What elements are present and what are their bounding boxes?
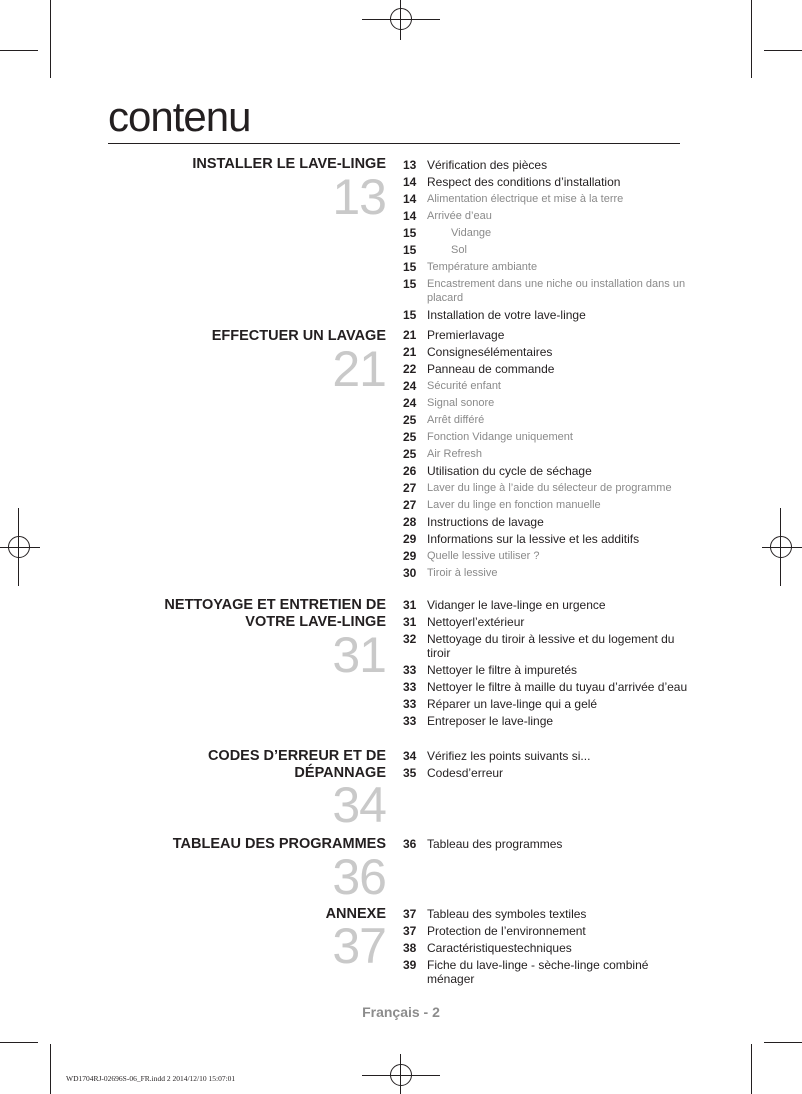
toc-item-label: Consignesélémentaires	[427, 345, 553, 359]
toc-item-label: Quelle lessive utiliser ?	[427, 550, 540, 562]
toc-item-page: 33	[403, 663, 417, 677]
toc-item[interactable]	[403, 958, 693, 986]
toc-item[interactable]	[403, 430, 693, 444]
toc-item-label: Réparer un lave-linge qui a gelé	[427, 697, 598, 711]
toc-item[interactable]	[403, 941, 693, 955]
toc-item-page: 37	[403, 924, 417, 938]
toc-item-label: Vidanger le lave-linge en urgence	[427, 598, 606, 612]
toc-item[interactable]	[403, 924, 693, 938]
toc-item-label: Nettoyer le filtre à maille du tuyau d’arrivée d’eau	[427, 680, 688, 694]
toc-item-label: Tiroir à lessive	[427, 567, 498, 579]
toc-item[interactable]	[403, 598, 693, 612]
toc-item-label: Sol	[451, 244, 467, 256]
toc-item[interactable]	[403, 532, 693, 546]
page-title: contenu	[108, 93, 251, 140]
toc-item-label: Instructions de lavage	[427, 515, 544, 529]
toc-item[interactable]	[403, 413, 693, 427]
toc-item[interactable]	[403, 362, 693, 376]
toc-item[interactable]	[403, 379, 693, 393]
toc-item-label: Température ambiante	[427, 261, 538, 273]
toc-item-label: Panneau de commande	[427, 362, 555, 376]
toc-item-page: 33	[403, 714, 417, 728]
toc-item-label: Air Refresh	[427, 448, 483, 460]
toc-item-page: 24	[403, 396, 417, 410]
toc-item-page: 31	[403, 615, 417, 629]
toc-item-page: 34	[403, 749, 417, 763]
toc-item[interactable]	[403, 308, 693, 322]
toc-item-label: Utilisation du cycle de séchage	[427, 464, 592, 478]
toc-item[interactable]	[403, 749, 693, 763]
toc-item-page: 24	[403, 379, 417, 393]
toc-item-page: 25	[403, 447, 417, 461]
toc-item-page: 27	[403, 481, 417, 495]
toc-item-page: 14	[403, 192, 417, 206]
toc-item-label: Protection de l’environnement	[427, 924, 586, 938]
toc-item-page: 21	[403, 328, 417, 342]
toc-item-page: 14	[403, 175, 417, 189]
toc-item[interactable]	[403, 714, 693, 728]
section-page-nettoyage: 31	[332, 627, 386, 683]
section-page-tableau: 36	[332, 849, 386, 905]
section-page-installer: 13	[332, 169, 386, 225]
toc-item[interactable]	[403, 345, 693, 359]
toc-item-page: 35	[403, 766, 417, 780]
toc-item-label: Premierlavage	[427, 328, 505, 342]
toc-item[interactable]	[403, 663, 693, 677]
toc-item-page: 15	[403, 308, 417, 322]
toc-item[interactable]	[403, 566, 693, 580]
toc-item[interactable]	[403, 766, 693, 780]
toc-item[interactable]	[403, 907, 693, 921]
toc-item-label: Nettoyage du tiroir à lessive et du logement du tiroir	[427, 632, 675, 660]
toc-item[interactable]	[403, 158, 693, 172]
toc-item-page: 32	[403, 632, 417, 646]
toc-item-page: 29	[403, 549, 417, 563]
toc-item-page: 29	[403, 532, 417, 546]
toc-item[interactable]	[403, 615, 693, 629]
toc-item-page: 28	[403, 515, 417, 529]
toc-item-label: Tableau des symboles textiles	[427, 907, 587, 921]
toc-item-page: 15	[403, 260, 417, 274]
section-title-tableau: TABLEAU DES PROGRAMMES	[172, 836, 386, 852]
toc-list-tableau	[403, 837, 693, 854]
toc-item-label: Nettoyerl’extérieur	[427, 615, 525, 629]
toc-item-page: 15	[403, 277, 417, 291]
toc-item-label: Fiche du lave-linge - sèche-linge combiné ménager	[427, 958, 649, 986]
toc-item-label: Vérifiez les points suivants si...	[427, 749, 591, 763]
toc-item-label: Fonction Vidange uniquement	[427, 431, 573, 443]
toc-item[interactable]	[403, 175, 693, 189]
print-slug: WD1704RJ-02696S-06_FR.indd 2 2014/12/10 15:07:01	[66, 1074, 236, 1083]
toc-item-label: Arrêt différé	[427, 414, 485, 426]
toc-list-annexe	[403, 907, 693, 989]
page-footer: Français - 2	[362, 1004, 440, 1020]
toc-item-page: 33	[403, 680, 417, 694]
toc-list-lavage	[403, 328, 693, 583]
toc-item[interactable]	[403, 464, 693, 478]
section-title-codes: CODES D’ERREUR ET DE DÉPANNAGE	[207, 748, 386, 781]
toc-item[interactable]	[403, 243, 693, 257]
toc-item-label: Vérification des pièces	[427, 158, 548, 172]
section-page-codes: 34	[332, 777, 386, 833]
toc-item-label: Laver du linge à l’aide du sélecteur de programme	[427, 482, 672, 494]
toc-item-label: Encastrement dans une niche ou installation dans un placard	[427, 278, 686, 304]
toc-item-page: 15	[403, 226, 417, 240]
toc-item-page: 39	[403, 958, 417, 972]
toc-item-page: 22	[403, 362, 417, 376]
toc-item-label: Arrivée d’eau	[427, 210, 492, 222]
toc-list-codes	[403, 749, 693, 783]
toc-item-label: Caractéristiquestechniques	[427, 941, 572, 955]
toc-item-label: Alimentation électrique et mise à la terre	[427, 193, 624, 205]
toc-item-label: Signal sonore	[427, 397, 495, 409]
toc-item-page: 31	[403, 598, 417, 612]
toc-item[interactable]	[403, 260, 693, 274]
toc-item-label: Informations sur la lessive et les additifs	[427, 532, 640, 546]
toc-item[interactable]	[403, 697, 693, 711]
toc-item-page: 21	[403, 345, 417, 359]
section-title-installer: INSTALLER LE LAVE-LINGE	[192, 156, 386, 172]
toc-item-page: 14	[403, 209, 417, 223]
toc-item[interactable]	[403, 481, 693, 495]
toc-item-page: 27	[403, 498, 417, 512]
section-page-annexe: 37	[332, 918, 386, 974]
section-title-nettoyage: NETTOYAGE ET ENTRETIEN DE VOTRE LAVE-LINGE	[164, 597, 386, 630]
toc-item[interactable]	[403, 192, 693, 206]
toc-item[interactable]	[403, 632, 693, 660]
toc-item[interactable]	[403, 226, 693, 240]
section-title-lavage: EFFECTUER UN LAVAGE	[211, 328, 386, 344]
toc-item-label: Respect des conditions d’installation	[427, 175, 621, 189]
toc-item[interactable]	[403, 447, 693, 461]
toc-item-label: Tableau des programmes	[427, 837, 563, 851]
toc-item-label: Installation de votre lave-linge	[427, 308, 586, 322]
toc-item[interactable]	[403, 837, 693, 851]
toc-item-label: Sécurité enfant	[427, 380, 501, 392]
toc-item-label: Laver du linge en fonction manuelle	[427, 499, 601, 511]
toc-item-page: 38	[403, 941, 417, 955]
toc-item-page: 26	[403, 464, 417, 478]
toc-item[interactable]	[403, 396, 693, 410]
toc-item[interactable]	[403, 549, 693, 563]
toc-item-page: 33	[403, 697, 417, 711]
toc-item-page: 15	[403, 243, 417, 257]
toc-item-page: 25	[403, 413, 417, 427]
toc-item-page: 36	[403, 837, 417, 851]
toc-item[interactable]	[403, 680, 693, 694]
section-page-lavage: 21	[332, 341, 386, 397]
title-rule	[108, 143, 680, 144]
toc-item[interactable]	[403, 277, 693, 305]
toc-item[interactable]	[403, 498, 693, 512]
toc-item-label: Entreposer le lave-linge	[427, 714, 554, 728]
toc-list-installer	[403, 158, 693, 325]
toc-item[interactable]	[403, 328, 693, 342]
toc-item[interactable]	[403, 209, 693, 223]
toc-item-page: 25	[403, 430, 417, 444]
toc-list-nettoyage	[403, 598, 693, 731]
toc-item-page: 37	[403, 907, 417, 921]
toc-item-label: Vidange	[451, 227, 492, 239]
toc-item-label: Nettoyer le filtre à impuretés	[427, 663, 578, 677]
section-title-annexe: ANNEXE	[325, 906, 386, 922]
toc-item[interactable]	[403, 515, 693, 529]
toc-item-page: 30	[403, 566, 417, 580]
toc-item-label: Codesd’erreur	[427, 766, 504, 780]
toc-item-page: 13	[403, 158, 417, 172]
